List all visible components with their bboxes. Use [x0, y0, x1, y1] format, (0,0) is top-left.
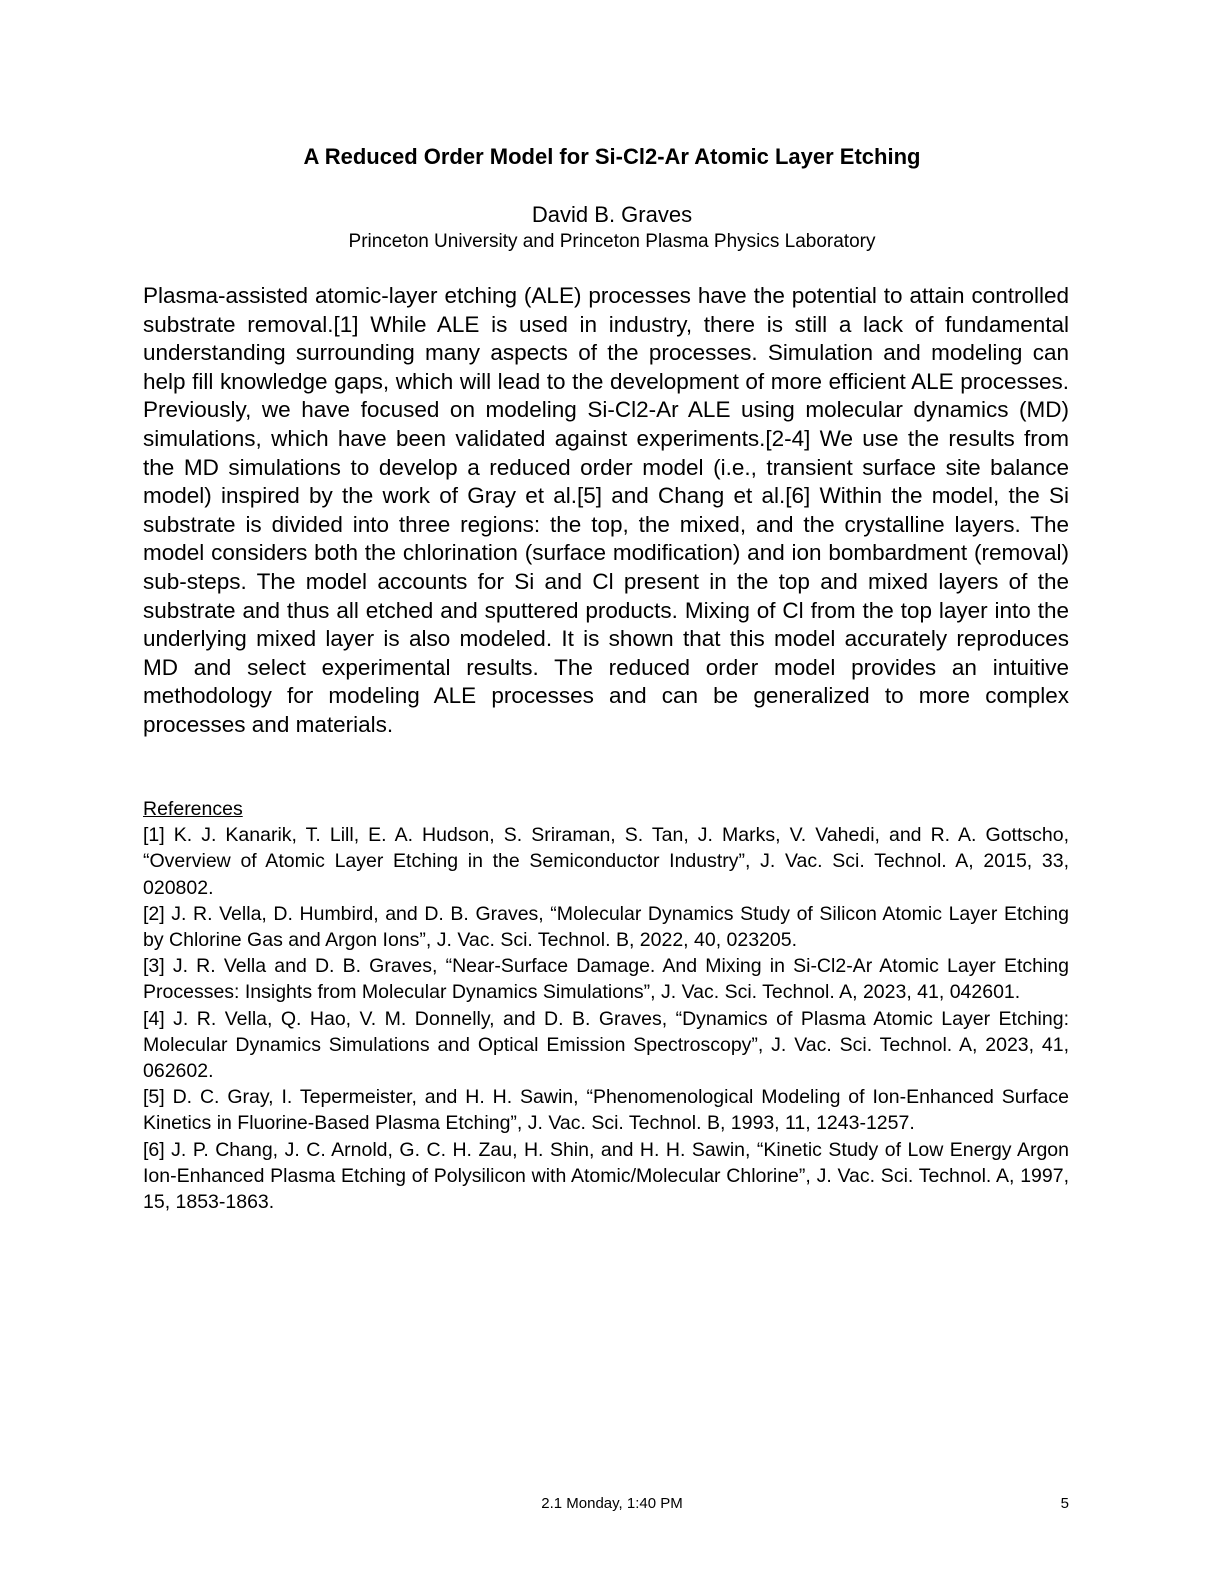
reference-item: [6] J. P. Chang, J. C. Arnold, G. C. H. Zau, H. Shin, and H. H. Sawin, “Kinetic Study of Low Energy Argon Ion-Enhanced Plasma Etching of Polysilicon with Atomic/Molecular Chlorine”, J. Vac. Sci. Technol. A, 1997, 15, 1853-1863. — [143, 1138, 1069, 1214]
footer-session-time: 2.1 Monday, 1:40 PM — [541, 1495, 683, 1512]
reference-item: [1] K. J. Kanarik, T. Lill, E. A. Hudson, S. Sriraman, S. Tan, J. Marks, V. Vahedi, and R. A. Gottscho, “Overview of Atomic Layer Etching in the Semiconductor Industry”, J. Vac. Sci. Technol. A, 2015, 33, 020802. — [143, 824, 1069, 899]
reference-item: [2] J. R. Vella, D. Humbird, and D. B. Graves, “Molecular Dynamics Study of Silicon Atomic Layer Etching by Chlorine Gas and Argon Ions”, J. Vac. Sci. Technol. B, 2022, 40, 023205. — [143, 902, 1069, 952]
reference-item: [5] D. C. Gray, I. Tepermeister, and H. H. Sawin, “Phenomenological Modeling of Ion-Enhanced Surface Kinetics in Fluorine-Based Plasma Etching”, J. Vac. Sci. Technol. B, 1993, 11, 1243-1257. — [143, 1086, 1069, 1135]
page-number: 5 — [1060, 1495, 1069, 1512]
references-list — [143, 822, 1069, 1215]
author-name: David B. Graves — [531, 202, 693, 227]
reference-item: [4] J. R. Vella, Q. Hao, V. M. Donnelly, and D. B. Graves, “Dynamics of Plasma Atomic Layer Etching: Molecular Dynamics Simulations and Optical Emission Spectroscopy”, J. Vac. Sci. Technol. A, 2023, 41, 062602. — [143, 1007, 1069, 1083]
author-affiliation: Princeton University and Princeton Plasma Physics Laboratory — [348, 231, 876, 252]
references-heading: References — [143, 798, 243, 820]
references-section — [143, 796, 1069, 1215]
reference-item: [3] J. R. Vella and D. B. Graves, “Near-Surface Damage. And Mixing in Si-Cl2-Ar Atomic Layer Etching Processes: Insights from Molecular Dynamics Simulations”, J. Vac. Sci. Technol. A, 2023, 41, 042601. — [143, 955, 1069, 1004]
abstract-paragraph: Plasma-assisted atomic-layer etching (ALE) processes have the potential to attain controlled substrate removal.[1] While ALE is used in industry, there is still a lack of fundamental understanding surrounding many aspects of the processes. Simulation and modeling can help fill knowledge gaps, which will lead to the development of more efficient ALE processes. Previously, we have focused on modeling Si-Cl2-Ar ALE using molecular dynamics (MD) simulations, which have been validated against experiments.[2-4] We use the results from the MD simulations to develop a reduced order model (i.e., transient surface site balance model) inspired by the work of Gray et al.[5] and Chang et al.[6] Within the model, the Si substrate is divided into three regions: the top, the mixed, and the crystalline layers. The model considers both the chlorination (surface modification) and ion bombardment (removal) sub-steps. The model accounts for Si and Cl present in the top and mixed layers of the substrate and thus all etched and sputtered products. Mixing of Cl from the top layer into the underlying mixed layer is also modeled. It is shown that this model accurately reproduces MD and select experimental results. The reduced order model provides an intuitive methodology for modeling ALE processes and can be generalized to more complex processes and materials. — [143, 283, 1069, 737]
paper-title: A Reduced Order Model for Si-Cl2-Ar Atomic Layer Etching — [303, 144, 921, 169]
